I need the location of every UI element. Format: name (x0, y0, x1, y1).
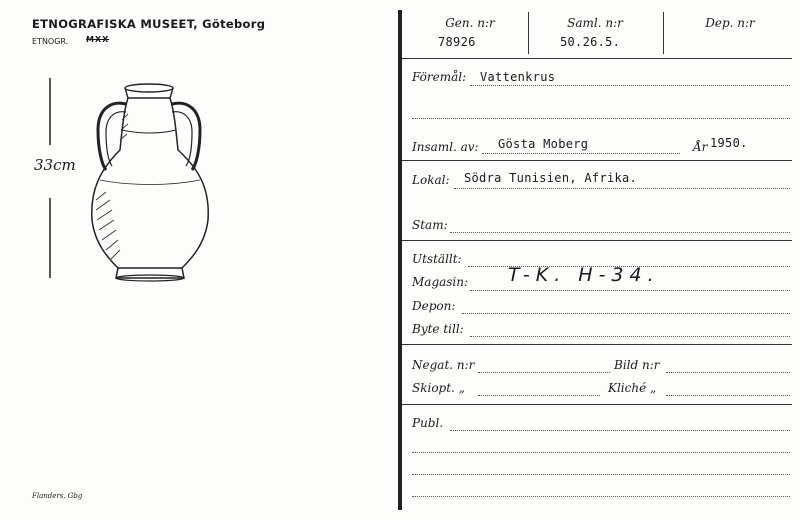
department-label: ETNOGR. (32, 37, 69, 46)
skiopt-label: Skiopt. „ (412, 381, 465, 395)
rule-insaml (402, 160, 792, 161)
insaml-value: Gösta Moberg (498, 137, 589, 151)
saml-nr-label: Saml. n:r (567, 16, 623, 30)
negat-label: Negat. n:r (412, 358, 475, 372)
magasin-dotline (470, 290, 790, 291)
header-divider-1 (528, 12, 529, 54)
magasin-label: Magasin: (412, 275, 469, 289)
rule-photo (402, 404, 792, 405)
depon-dotline (462, 313, 790, 314)
museum-name: ETNOGRAFISKA MUSEET, Göteborg (32, 17, 266, 31)
ar-value: 1950. (710, 136, 748, 150)
bild-dotline (666, 372, 790, 373)
lokal-dotline (454, 188, 790, 189)
amphora-sketch-icon (40, 70, 220, 290)
lokal-label: Lokal: (412, 173, 450, 187)
foremal-dotline-2 (412, 118, 790, 119)
skiopt-dotline (478, 395, 600, 396)
magasin-value: T-K. H-34. (508, 264, 660, 286)
publ-dotline-2 (412, 452, 790, 453)
kliche-dotline (666, 395, 790, 396)
gen-nr-value: 78926 (438, 35, 476, 49)
bild-label: Bild n:r (614, 358, 660, 372)
lokal-value: Södra Tunisien, Afrika. (464, 171, 638, 185)
saml-nr-value: 50.26.5. (560, 35, 621, 49)
stam-label: Stam: (412, 218, 448, 232)
foremal-label: Föremål: (412, 70, 467, 84)
negat-dotline (478, 372, 610, 373)
foremal-value: Vattenkrus (480, 70, 556, 84)
rule-storage (402, 344, 792, 345)
rule-header (402, 58, 792, 59)
publ-dotline-1 (450, 430, 790, 431)
stam-dotline (450, 232, 790, 233)
insaml-label: Insaml. av: (412, 140, 479, 154)
foremal-dotline (470, 85, 790, 86)
publ-label: Publ. (412, 416, 444, 430)
kliche-label: Kliché „ (608, 381, 657, 395)
card-divider (398, 10, 402, 510)
publ-dotline-4 (412, 496, 790, 497)
publ-dotline-3 (412, 474, 790, 475)
gen-nr-label: Gen. n:r (445, 16, 495, 30)
utstallt-label: Utställt: (412, 252, 462, 266)
byte-label: Byte till: (412, 322, 464, 336)
dep-nr-label: Dep. n:r (705, 16, 755, 30)
insaml-dotline (482, 153, 680, 154)
depon-label: Depon: (412, 299, 456, 313)
struck-stamp: MXX (86, 35, 110, 44)
byte-dotline (470, 336, 790, 337)
header-divider-2 (663, 12, 664, 54)
ar-label: År (693, 140, 708, 154)
height-label: 33cm (34, 156, 76, 174)
printer-mark: Flanders, Gbg (32, 492, 83, 500)
rule-stam (402, 240, 792, 241)
